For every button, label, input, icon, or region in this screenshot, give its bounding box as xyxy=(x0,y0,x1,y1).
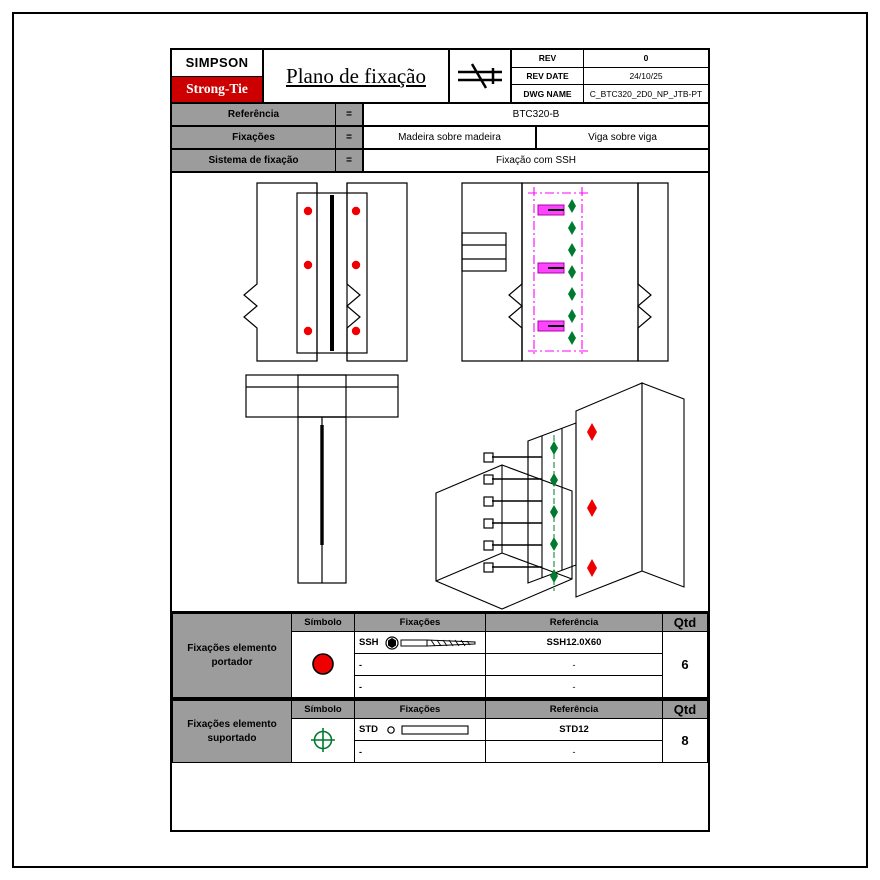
spec-row-referencia xyxy=(172,104,708,127)
meta-row-dwg-name xyxy=(512,85,708,102)
page-title: Plano de fixação xyxy=(286,63,426,88)
spec-eq-sistema: = xyxy=(336,150,364,171)
legend1-row1-fix-label: SSH xyxy=(359,637,379,648)
meta-row-rev xyxy=(512,50,708,68)
spec-value-referencia: BTC320-B xyxy=(512,109,560,120)
legend1-row2-ref: - xyxy=(486,654,663,676)
legend-supporting-element xyxy=(172,613,708,700)
isometric-screw-rows xyxy=(492,457,542,567)
first-angle-projection-icon xyxy=(450,50,510,102)
spec-row-sistema xyxy=(172,150,708,173)
legend2-symbol-cell xyxy=(292,719,355,763)
title-block xyxy=(172,50,708,104)
meta-row-rev-date xyxy=(512,68,708,86)
spec-value-sistema: Fixação com SSH xyxy=(495,155,577,166)
drawing-views xyxy=(172,173,708,613)
legend1-row1-fix xyxy=(355,632,486,654)
green-crosshair-icon xyxy=(308,725,338,755)
fastener-green-diamonds xyxy=(568,199,576,345)
legend2-row1-fix xyxy=(355,719,486,741)
rev-value: 0 xyxy=(643,53,649,64)
legend1-symbol-cell xyxy=(292,632,355,698)
spec-row-fixacoes xyxy=(172,127,708,150)
screw-icon xyxy=(383,636,479,650)
legend1-qty: 6 xyxy=(663,632,708,698)
spec-eq-fixacoes: = xyxy=(336,127,364,148)
logo-text-strongtie: Strong-Tie xyxy=(172,77,262,103)
legend2-header-referencia: Referência xyxy=(486,701,663,719)
spec-value-fixacoes-a: Madeira sobre madeira xyxy=(364,127,537,148)
legend2-header-symbol: Símbolo xyxy=(292,701,355,719)
legend2-header-fixacoes: Fixações xyxy=(355,701,486,719)
rev-label: REV xyxy=(512,50,584,67)
filled-red-circle-icon xyxy=(308,649,338,679)
legend2-row2-ref: - xyxy=(486,741,663,763)
technical-drawing-area xyxy=(172,173,708,613)
isometric-fastener-red xyxy=(587,423,597,577)
legend2-row1-fix-label: STD xyxy=(359,724,378,735)
legend2-qty: 8 xyxy=(663,719,708,763)
spec-label-fixacoes: Fixações xyxy=(172,127,336,148)
legend1-row2-fix: - xyxy=(355,654,486,676)
legend-supported-element xyxy=(172,700,708,763)
sheet-title xyxy=(264,50,450,102)
view-side-elevation xyxy=(462,183,668,361)
view-isometric xyxy=(436,383,684,609)
view-front-elevation xyxy=(244,183,407,361)
dwg-name-label: DWG NAME xyxy=(512,85,584,102)
legend1-row3-fix: - xyxy=(355,676,486,698)
dowel-icon xyxy=(382,723,478,737)
rev-date-label: REV DATE xyxy=(512,68,584,85)
legend1-row1-ref: SSH12.0X60 xyxy=(486,632,663,654)
legend2-row2-fix: - xyxy=(355,741,486,763)
spec-value-fixacoes-b: Viga sobre viga xyxy=(588,132,657,143)
spec-label-sistema: Sistema de fixação xyxy=(172,150,336,171)
legend2-row1-ref: STD12 xyxy=(486,719,663,741)
legend1-header-referencia: Referência xyxy=(486,614,663,632)
legend2-group-label: Fixações elemento suportado xyxy=(173,701,292,763)
company-logo xyxy=(172,50,264,102)
spec-eq-referencia: = xyxy=(336,104,364,125)
rev-date-value: 24/10/25 xyxy=(629,71,663,81)
logo-text-simpson: SIMPSON xyxy=(172,50,262,77)
legend1-header-fixacoes: Fixações xyxy=(355,614,486,632)
legend1-header-symbol: Símbolo xyxy=(292,614,355,632)
drawing-sheet xyxy=(170,48,710,832)
fastener-screws-black xyxy=(548,210,564,326)
legend1-header-qtd: Qtd xyxy=(663,614,708,632)
legend1-row3-ref: - xyxy=(486,676,663,698)
projection-symbol-cell xyxy=(450,50,512,102)
revision-meta xyxy=(512,50,708,102)
legend1-group-label: Fixações elemento portador xyxy=(173,614,292,698)
dwg-name-value: C_BTC320_2D0_NP_JTB-PT xyxy=(589,88,703,99)
spec-label-referencia: Referência xyxy=(172,104,336,125)
legend2-header-qtd: Qtd xyxy=(663,701,708,719)
